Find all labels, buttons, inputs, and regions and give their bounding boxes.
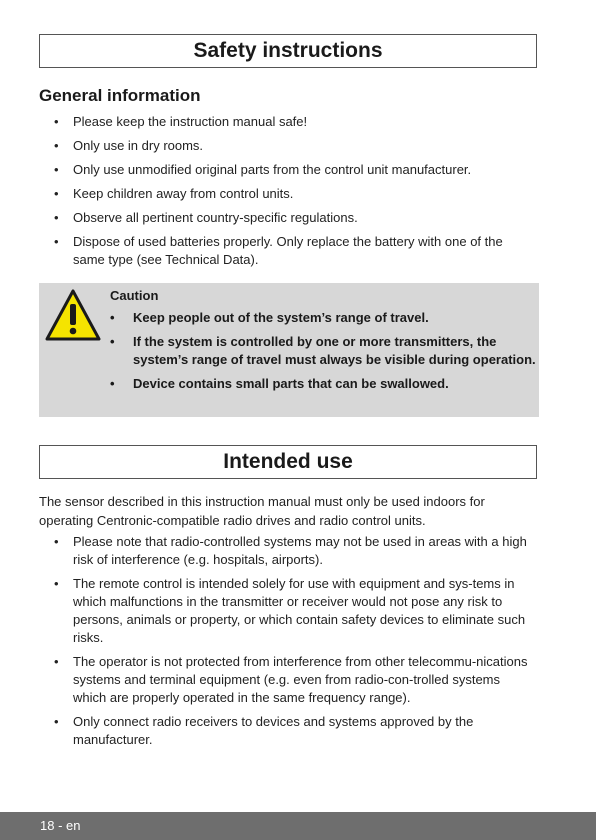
- warning-triangle-icon: [45, 289, 101, 341]
- caution-item: • If the system is controlled by one or more transmitters, the system’s range of travel must always be visible during operation.: [110, 333, 536, 369]
- intended-use-list: [39, 533, 533, 755]
- page-footer: [0, 812, 596, 840]
- intended-use-intro: The sensor described in this instruction manual must only be used indoors for operating Centronic-compatible radio drives and radio control units.: [39, 494, 485, 528]
- intended-use-heading: Intended use: [39, 445, 537, 479]
- list-item: • Please note that radio-controlled systems may not be used in areas with a high risk of interference (e.g. hospitals, airports).: [39, 533, 533, 569]
- safety-instructions-heading: Safety instructions: [39, 34, 537, 68]
- list-item: • The operator is not protected from interference from other telecommu-nications systems and terminal equipment (e.g. even from radio-con-trolled systems which are properly operated in the same frequency range).: [39, 653, 533, 707]
- caution-item: • Keep people out of the system’s range of travel.: [110, 309, 536, 327]
- caution-title: Caution: [110, 288, 159, 303]
- caution-item: • Device contains small parts that can be swallowed.: [110, 375, 536, 393]
- list-item: • Observe all pertinent country-specific regulations.: [39, 209, 529, 227]
- list-item: • Please keep the instruction manual safe!: [39, 113, 529, 131]
- list-item: • Only connect radio receivers to devices and systems approved by the manufacturer.: [39, 713, 533, 749]
- list-item: • Dispose of used batteries properly. Only replace the battery with one of the same type (see Technical Data).: [39, 233, 529, 269]
- caution-box: [39, 283, 539, 417]
- list-item: • The remote control is intended solely for use with equipment and sys-tems in which malfunctions in the transmitter or receiver would not pose any risk to persons, animals or property, or which contain safety devices to eliminate such risks.: [39, 575, 533, 647]
- caution-list: [110, 309, 536, 399]
- list-item: • Keep children away from control units.: [39, 185, 529, 203]
- list-item: • Only use unmodified original parts from the control unit manufacturer.: [39, 161, 529, 179]
- page-number: 18 - en: [40, 818, 81, 833]
- list-item: • Only use in dry rooms.: [39, 137, 529, 155]
- general-information-list: [39, 113, 529, 275]
- general-information-heading: General information: [39, 86, 201, 105]
